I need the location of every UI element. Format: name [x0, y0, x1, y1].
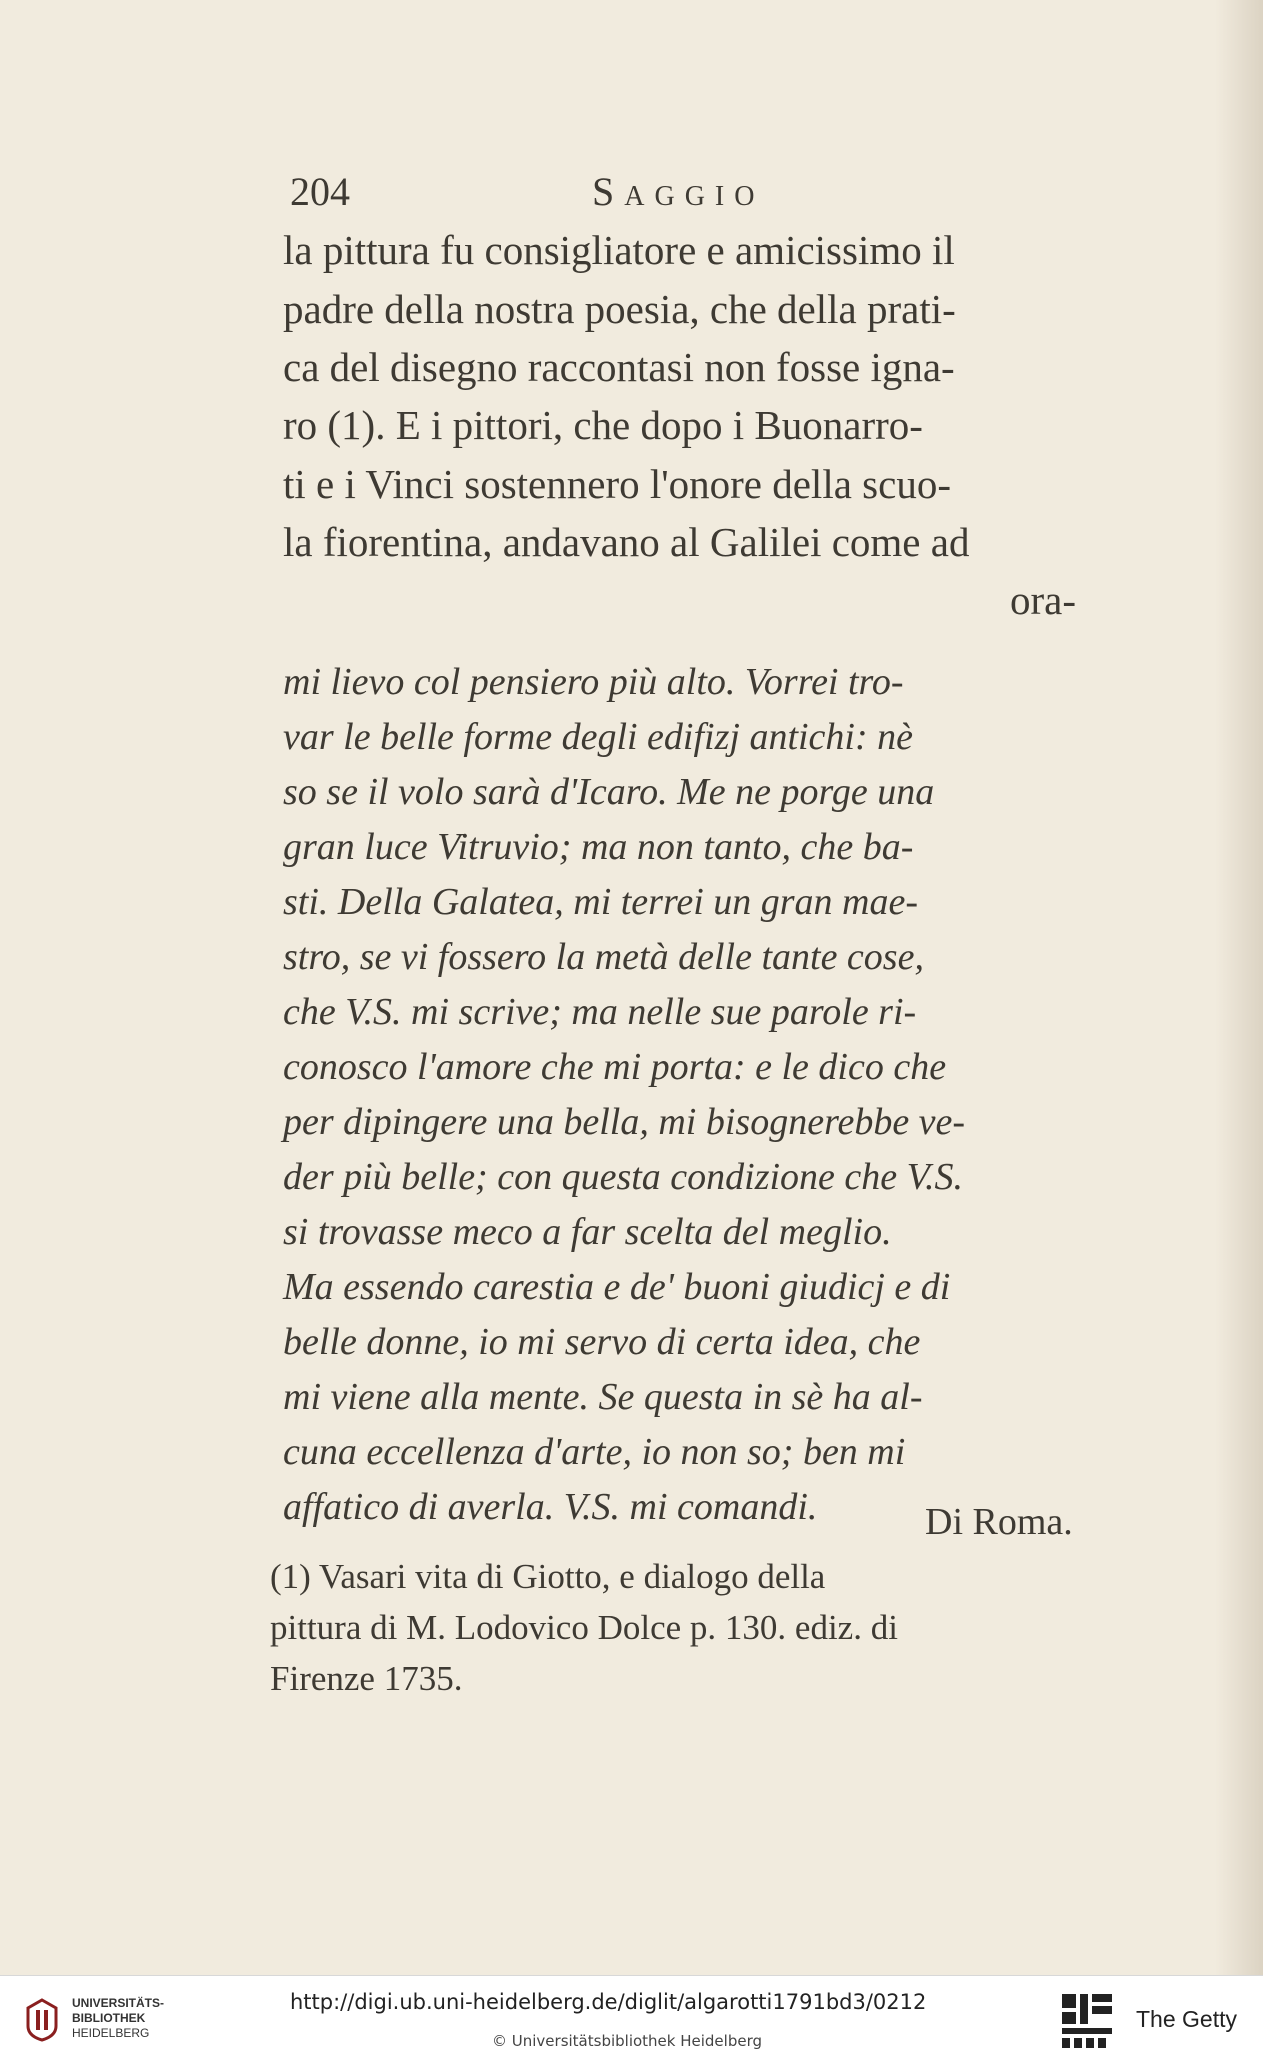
text-line: sti. Della Galatea, mi terrei un gran mae- [283, 881, 919, 923]
text-line: ro (1). E i pittori, che dopo i Buonarro- [283, 402, 923, 448]
text-line: Ma essendo carestia e de' buoni giudicj e di [283, 1266, 951, 1308]
text-line: per dipingere una bella, mi bisognerebbe ve- [283, 1101, 966, 1143]
library-name-line: HEIDELBERG [72, 2026, 150, 2040]
page-edge-shadow [1215, 0, 1263, 1975]
text-line: mi viene alla mente. Se questa in sè ha al- [283, 1376, 923, 1418]
permalink-url[interactable]: http://digi.ub.uni-heidelberg.de/diglit/algarotti1791bd3/0212 [290, 1990, 927, 2014]
library-name-line: UNIVERSITÄTS- [72, 1996, 165, 2010]
university-library-logo-icon [22, 1996, 62, 2042]
text-line: la fiorentina, andavano al Galilei come ad [283, 519, 970, 565]
text-line: belle donne, io mi servo di certa idea, che [283, 1321, 921, 1363]
viewer-footer [0, 1975, 1263, 2066]
text-line: si trovasse meco a far scelta del meglio. [283, 1211, 892, 1253]
catchword: ora- [1010, 577, 1077, 623]
footnote-line: Firenze 1735. [270, 1659, 463, 1698]
library-name-line: BIBLIOTHEK [72, 2011, 146, 2025]
text-line: mi lievo col pensiero più alto. Vorrei tro- [283, 661, 904, 703]
getty-logo-icon [1058, 1990, 1118, 2052]
text-line: der più belle; con questa condizione che V.S. [283, 1156, 963, 1198]
footnote-line: pittura di M. Lodovico Dolce p. 130. ediz. di [270, 1608, 898, 1647]
text-line: gran luce Vitruvio; ma non tanto, che ba- [283, 826, 914, 868]
library-name [72, 1996, 164, 2041]
text-line: che V.S. mi scrive; ma nelle sue parole ri- [283, 991, 917, 1033]
running-title: Saggio [592, 169, 765, 214]
text-line: var le belle forme degli edifizj antichi: nè [283, 716, 914, 758]
text-line: conosco l'amore che mi porta: e le dico che [283, 1046, 947, 1088]
copyright-notice: © Universitätsbibliothek Heidelberg [492, 2032, 763, 2050]
partner-name: The Getty [1136, 2006, 1237, 2032]
page-number: 204 [290, 169, 350, 214]
text-line: stro, se vi fossero la metà delle tante cose, [283, 936, 924, 978]
text-line: cuna eccellenza d'arte, io non so; ben mi [283, 1431, 906, 1473]
text-line: so se il volo sarà d'Icaro. Me ne porge una [283, 771, 935, 813]
text-line: ca del disegno raccontasi non fosse igna- [283, 344, 955, 390]
signoff: Di Roma. [925, 1501, 1073, 1543]
text-line: ti e i Vinci sostennero l'onore della scuo- [283, 461, 951, 507]
footnote-line: (1) Vasari vita di Giotto, e dialogo della [270, 1557, 826, 1596]
text-line: la pittura fu consigliatore e amicissimo il [283, 227, 955, 273]
text-line: padre della nostra poesia, che della prati- [283, 286, 956, 332]
text-line: affatico di averla. V.S. mi comandi. [283, 1486, 818, 1528]
